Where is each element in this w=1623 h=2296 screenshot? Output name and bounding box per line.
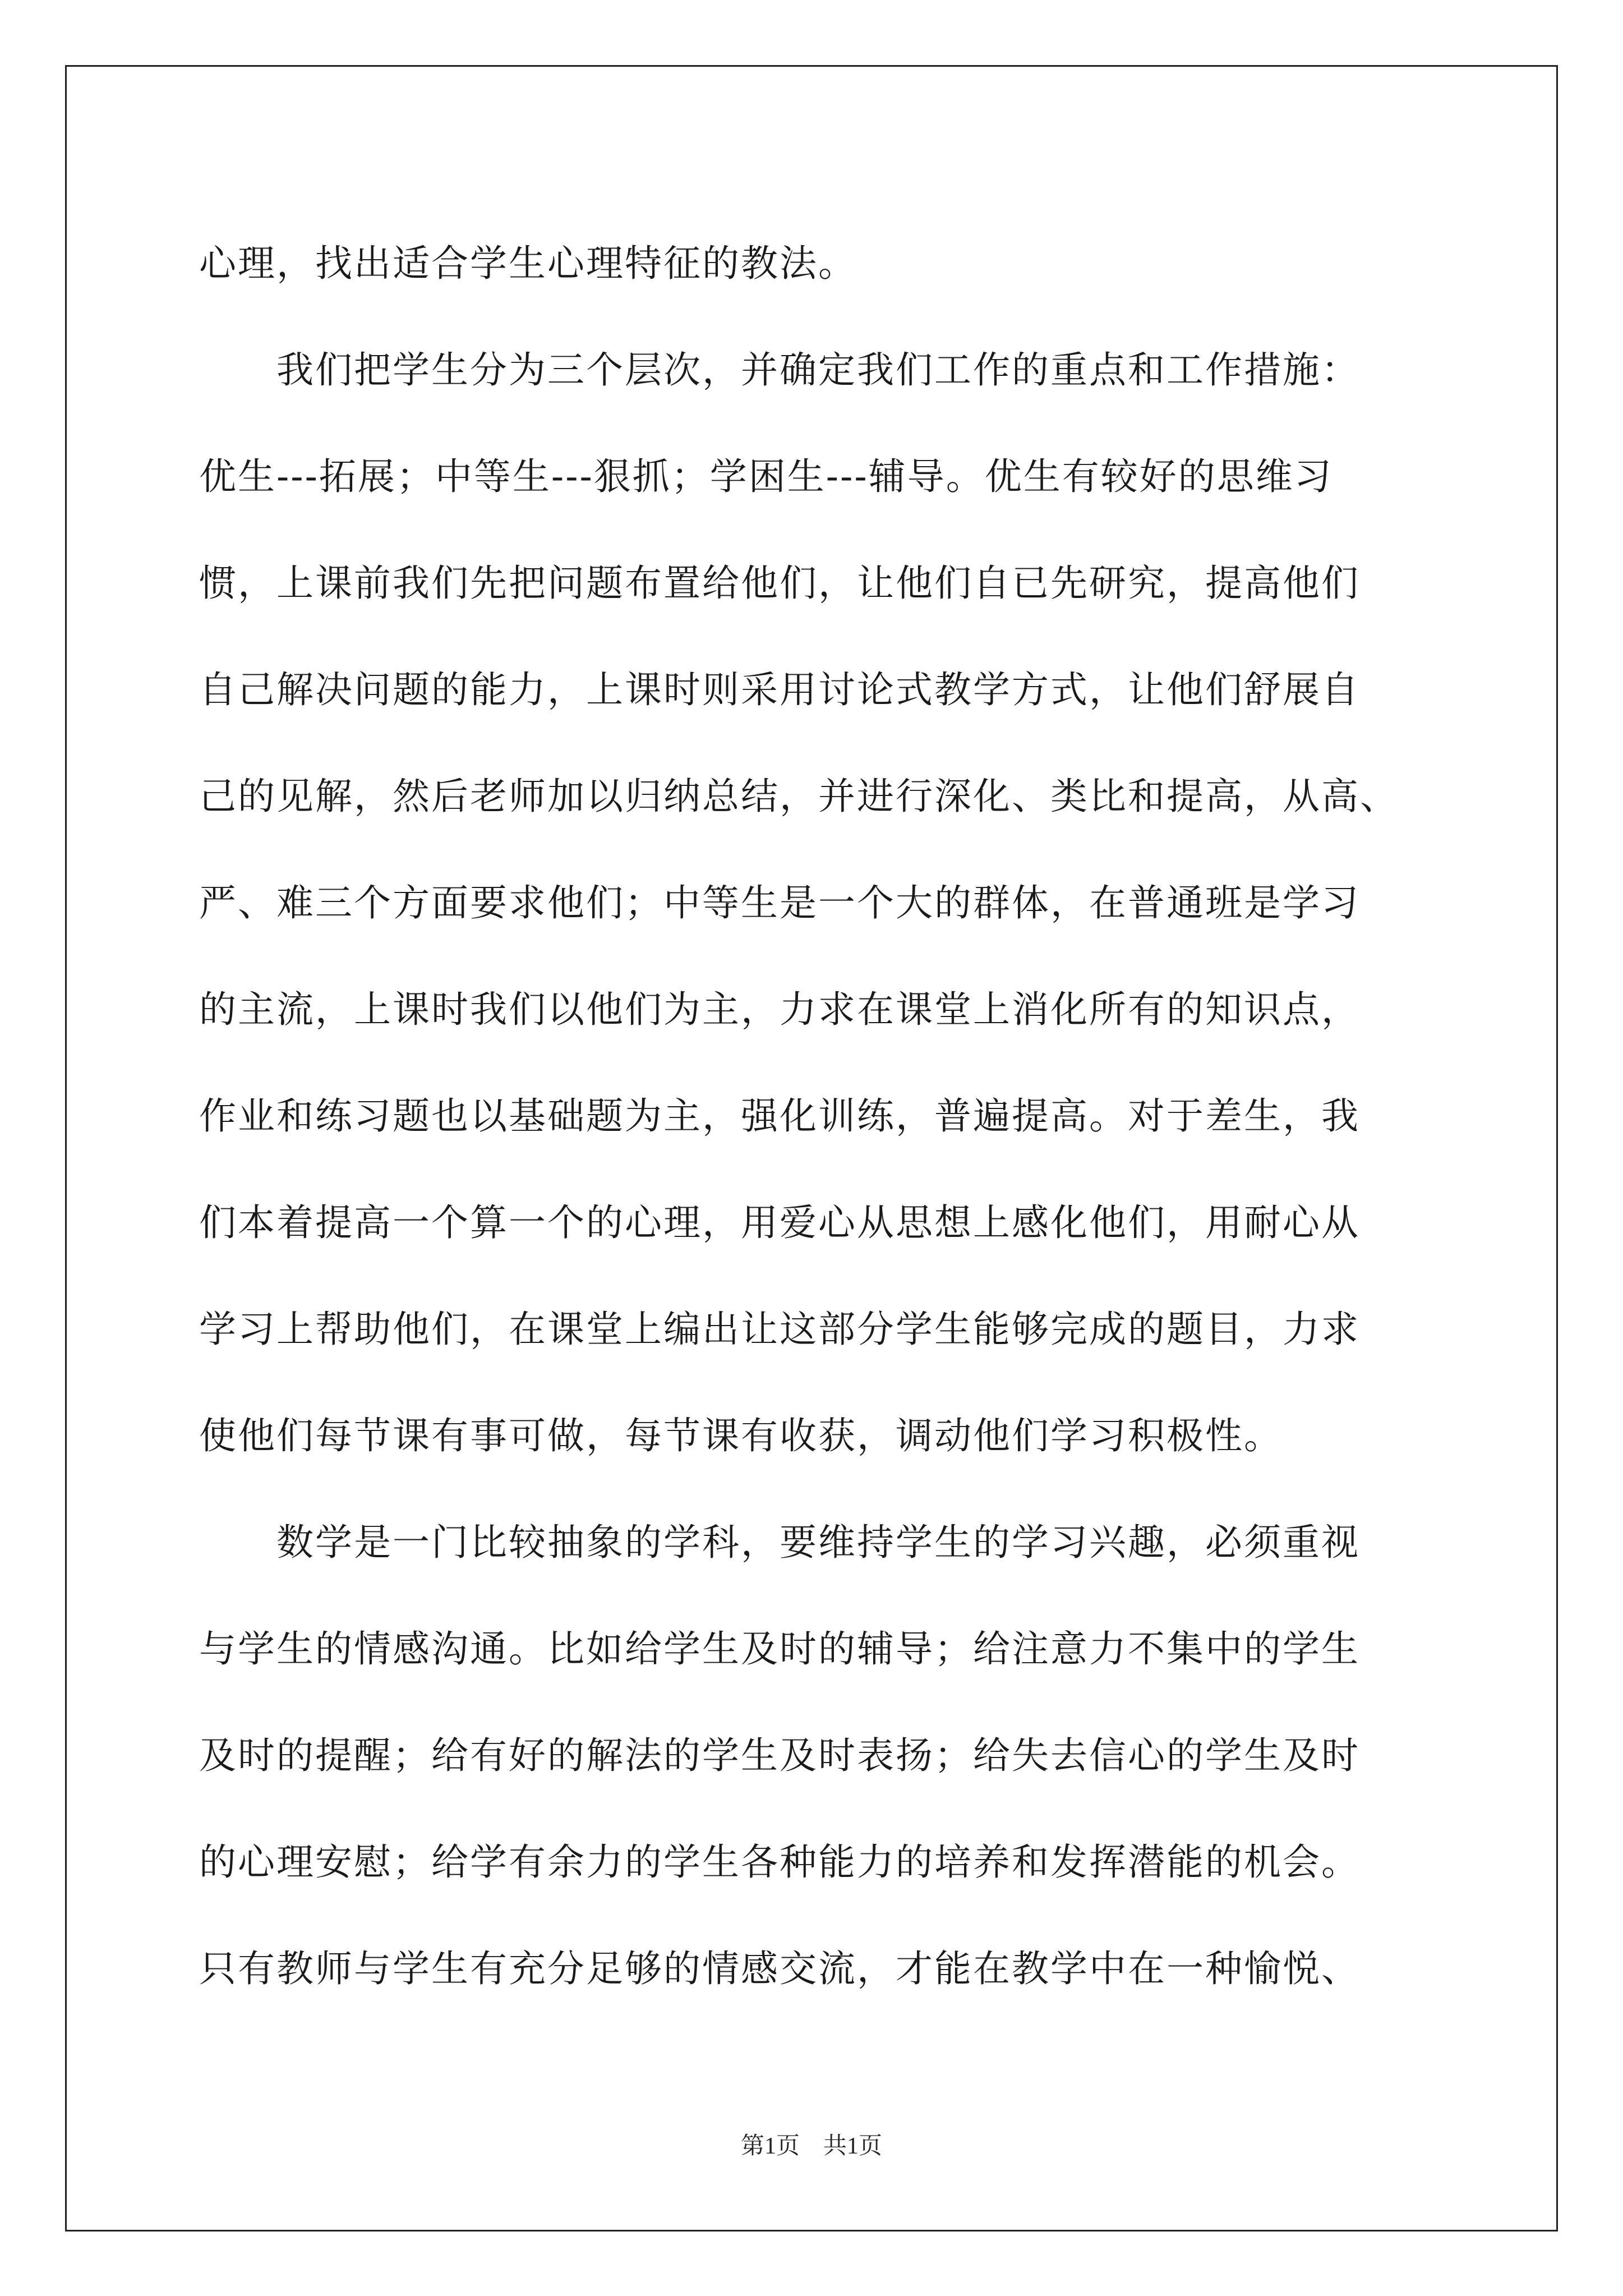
page-number-footer: 第1页 共1页 (740, 2133, 882, 2159)
text-line: 惯，上课前我们先把问题布置给他们，让他们自已先研究，提高他们 (199, 562, 1360, 605)
text-line: 使他们每节课有事可做，每节课有收获，调动他们学习积极性。 (199, 1414, 1283, 1457)
document-body (199, 210, 1430, 2022)
text-line: 作业和练习题也以基础题为主，强化训练，普遍提高。对于差生，我 (199, 1094, 1360, 1138)
text-line: 与学生的情感沟通。比如给学生及时的辅导；给注意力不集中的学生 (199, 1627, 1360, 1671)
text-line: 数学是一门比较抽象的学科，要维持学生的学习兴趣，必须重视 (199, 1521, 1360, 1564)
text-line: 优生---拓展；中等生---狠抓；学困生---辅导。优生有较好的思维习 (199, 455, 1333, 498)
text-line: 及时的提醒；给有好的解法的学生及时表扬；给失去信心的学生及时 (199, 1734, 1360, 1777)
text-line: 心理，找出适合学生心理特征的教法。 (199, 242, 857, 285)
text-line: 己的见解，然后老师加以归纳总结，并进行深化、类比和提高，从高、 (199, 775, 1399, 818)
text-line: 学习上帮助他们，在课堂上编出让这部分学生能够完成的题目，力求 (199, 1308, 1360, 1351)
text-line: 的主流，上课时我们以他们为主，力求在课堂上消化所有的知识点， (199, 988, 1360, 1031)
text-line: 只有教师与学生有充分足够的情感交流，才能在教学中在一种愉悦、 (199, 1947, 1360, 1990)
text-line: 我们把学生分为三个层次，并确定我们工作的重点和工作措施： (199, 348, 1360, 392)
text-line: 严、难三个方面要求他们；中等生是一个大的群体，在普通班是学习 (199, 881, 1360, 924)
text-line: 的心理安慰；给学有余力的学生各种能力的培养和发挥潜能的机会。 (199, 1841, 1360, 1884)
text-line: 们本着提高一个算一个的心理，用爱心从思想上感化他们，用耐心从 (199, 1201, 1360, 1244)
text-line: 自己解决问题的能力，上课时则采用讨论式教学方式，让他们舒展自 (199, 668, 1360, 711)
